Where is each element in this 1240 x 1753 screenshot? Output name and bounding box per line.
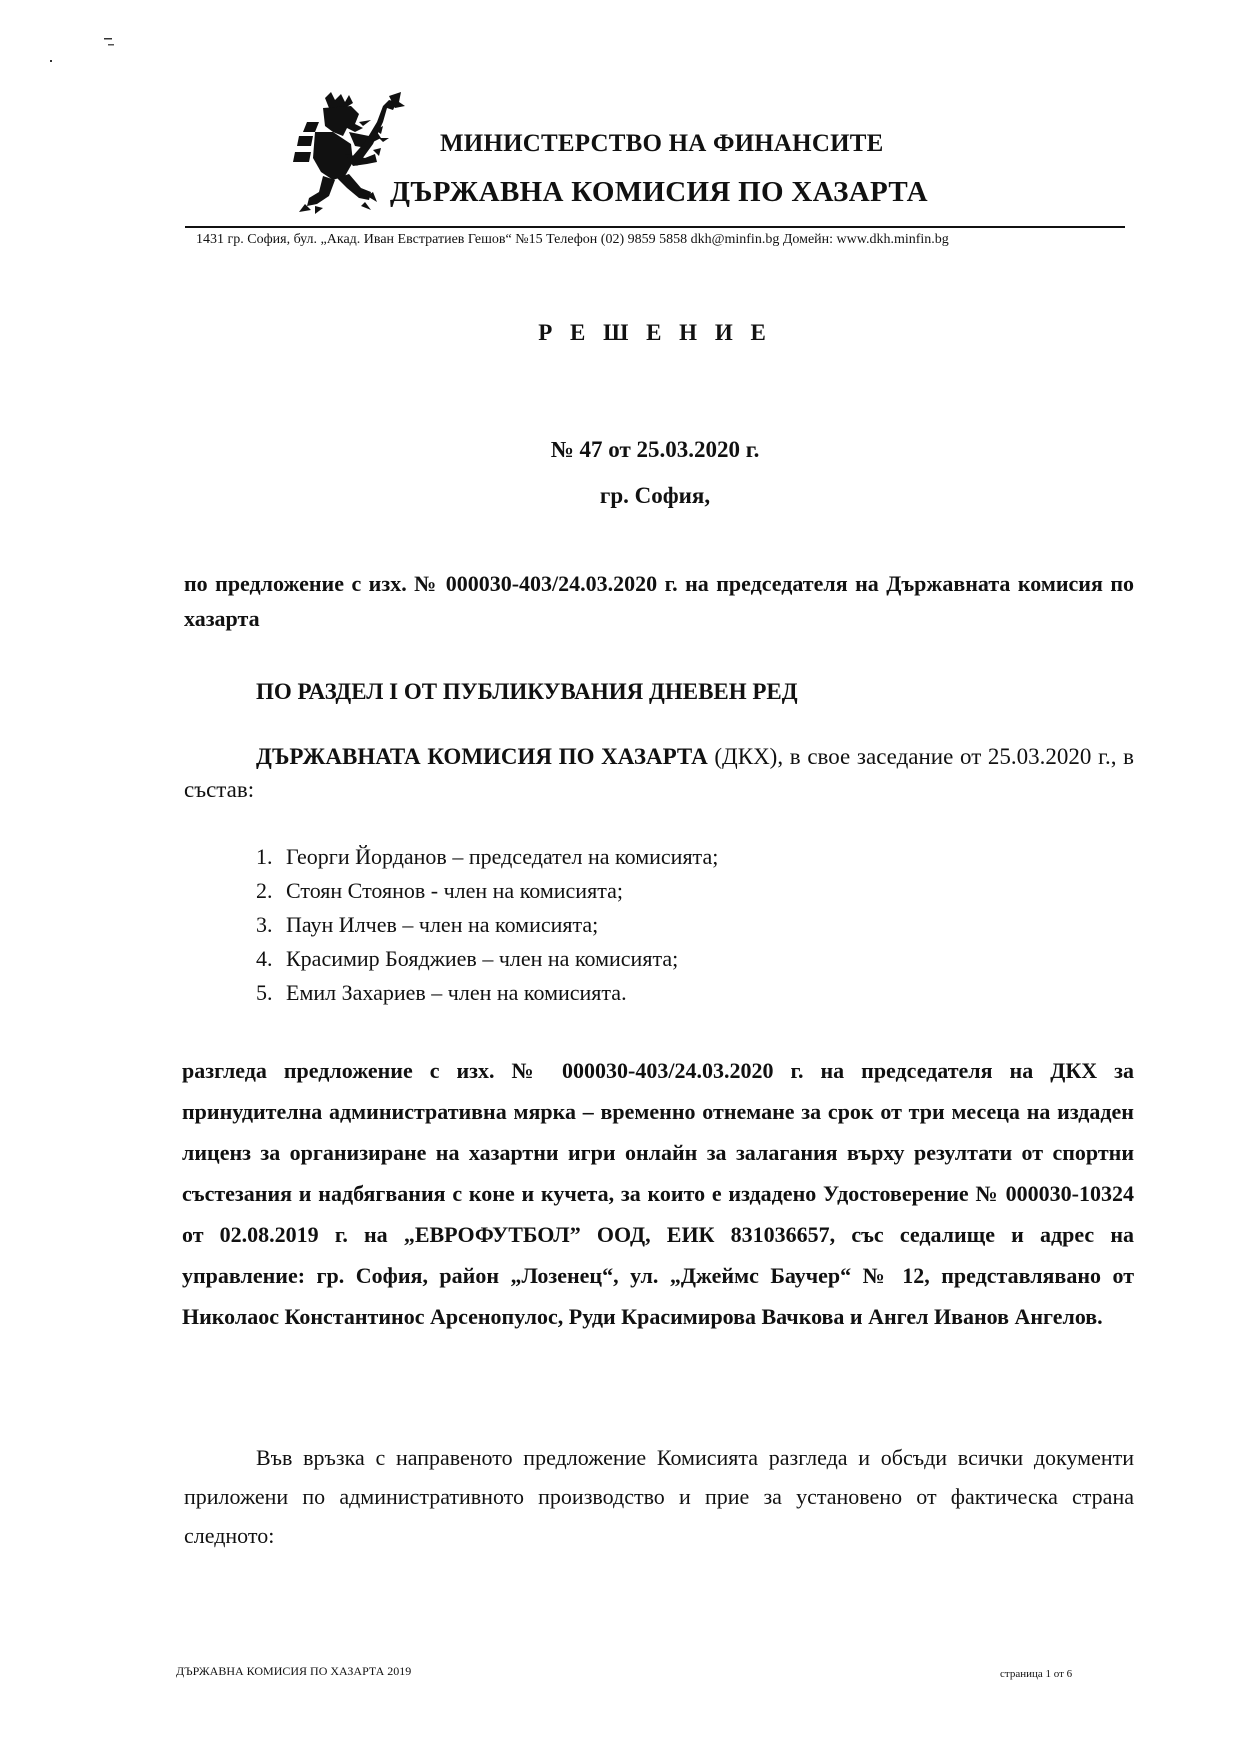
closing-paragraph: Във връзка с направеното предложение Комисията разгледа и обсъди всички документи приложени по административното производство и прие за установено от фактическа страна следното: <box>184 1445 1134 1548</box>
member-item <box>256 976 718 1010</box>
proposal-reference: по предложение с изх. № 000030-403/24.03.2020 г. на председателя на Държавната комисия по хазарта <box>184 571 1134 631</box>
commission-composition-paragraph <box>184 740 1134 806</box>
member-number: 1. <box>256 844 273 869</box>
document-number: № 47 от 25.03.2020 г. <box>550 437 760 462</box>
agenda-section-heading: ПО РАЗДЕЛ I ОТ ПУБЛИКУВАНИЯ ДНЕВЕН РЕД <box>256 679 798 704</box>
member-text: Стоян Стоянов - член на комисията; <box>286 878 623 903</box>
member-number: 4. <box>256 946 273 971</box>
member-number: 5. <box>256 980 273 1005</box>
member-text: Емил Захариев – член на комисията. <box>286 980 627 1005</box>
member-item <box>256 942 718 976</box>
member-item <box>256 840 718 874</box>
member-text: Паун Илчев – член на комисията; <box>286 912 599 937</box>
member-item <box>256 874 718 908</box>
rampant-lion-crest-icon <box>285 92 405 214</box>
scan-speck-marks <box>48 36 128 76</box>
document-type-title: Р Е Ш Е Н И Е <box>538 320 772 345</box>
commission-name: ДЪРЖАВНА КОМИСИЯ ПО ХАЗАРТА <box>390 176 928 208</box>
member-text: Красимир Бояджиев – член на комисията; <box>286 946 679 971</box>
header-address: 1431 гр. София, бул. „Акад. Иван Евстратиев Гешов“ №15 Телефон (02) 9859 5858 dkh@minfin.bg Домейн: www.dkh.minfin.bg <box>196 232 949 247</box>
member-text: Георги Йорданов – председател на комисията; <box>286 844 719 869</box>
member-item <box>256 908 718 942</box>
considered-proposal-paragraph: разгледа предложение с изх. № 000030-403/24.03.2020 г. на председателя на ДКХ за принудителна административна мярка – временно отнемане за срок от три месеца на издаден лиценз за организиране на хазартни игри онлайн за залагания върху резултати от спортни състезания и надбягвания с коне и кучета, за които е издадено Удостоверение № 000030-10324 от 02.08.2019 г. на „ЕВРОФУТБОЛ” ООД, ЕИК 831036657, със седалище и адрес на управление: гр. София, район „Лозенец“, ул. „Джеймс Баучер“ № 12, представлявано от Николаос Константинос Арсенопулос, Руди Красимирова Вачкова и Ангел Иванов Ангелов. <box>182 1058 1134 1329</box>
header-divider <box>185 226 1125 228</box>
document-city: гр. София, <box>599 483 711 508</box>
footer-page-number: страница 1 от 6 <box>1000 1668 1073 1680</box>
composition-text: (ДКХ), в свое заседание от 25.03.2020 г., в състав: <box>184 744 1134 802</box>
ministry-name: МИНИСТЕРСТВО НА ФИНАНСИТЕ <box>440 130 884 157</box>
member-number: 2. <box>256 878 273 903</box>
member-number: 3. <box>256 912 273 937</box>
footer-organization: ДЪРЖАВНА КОМИСИЯ ПО ХАЗАРТА 2019 <box>176 1664 412 1678</box>
members-list <box>256 840 718 1010</box>
commission-body-name: ДЪРЖАВНАТА КОМИСИЯ ПО ХАЗАРТА <box>256 744 708 769</box>
